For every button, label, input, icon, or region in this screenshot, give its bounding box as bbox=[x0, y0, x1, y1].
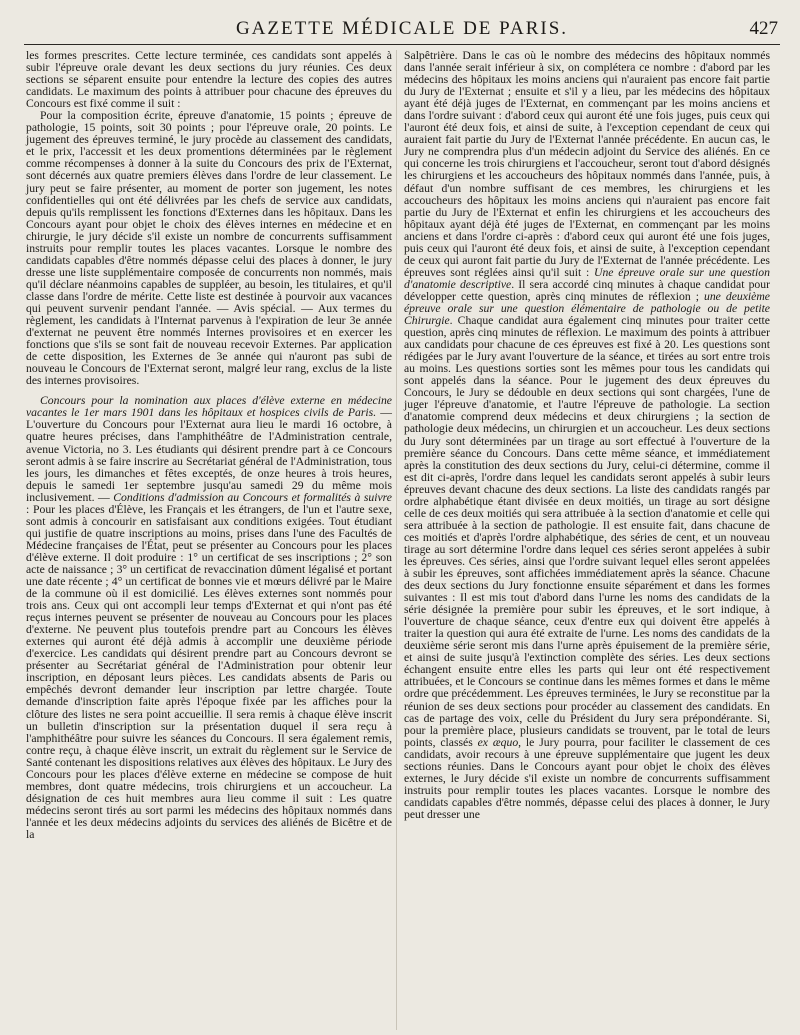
paragraph bbox=[404, 50, 770, 821]
italic-text: une deuxième épreuve orale sur une question élémentaire de pathologie ou de petite Chirurgie bbox=[404, 289, 770, 328]
left-column bbox=[26, 50, 392, 841]
paragraph-text: : Pour les places d'Élève, les Français et les étrangers, de l'un et l'autre sexe, sont admis à concourir en satisfaisant aux conditions exigées. Tout étudiant qui justifie de quatre inscriptions au moins, prises dans l'une des Facultés de Médecine françaises de l'État, peut se présenter au Concours pour les places d'élève externe. Il doit produire : 1° un certificat de ses inscriptions ; 2° son acte de naissance ; 3° un certificat de revaccination dûment légalisé et portant une date récente ; 4° un certificat de bonnes vie et mœurs délivré par le Maire de la commune où il est domicilié. Les élèves externes sont nommés pour trois ans. Ceux qui ont accompli leur temps d'Externat et qui n'ont pas été reçus internes peuvent se présenter de nouveau au Concours pour les places d'externe. Ne peuvent plus toutefois prendre part au Concours les élèves externes qui auront été déjà admis à accomplir une deuxième période d'exercice. Les candidats qui désirent prendre part au Concours devront se présenter au Secrétariat général de l'Administration pour obtenir leur inscription, en déposant leurs pièces. Les candidats absents de Paris ou empêchés devront demander leur inscription par lettre chargée. Toute demande d'inscription faite après l'époque fixée par les affiches pour la clôture des listes ne sera point accueillie. Il sera remis à chaque élève inscrit un bulletin d'inscription sur la présentation duquel il sera reçu à l'amphithéâtre pour suivre les séances du Concours. Il sera également remis, contre reçu, à chaque élève inscrit, un extrait du règlement sur le Service de Santé contenant les dispositions relatives aux élèves des hôpitaux. Le Jury des Concours pour les places d'élève externe en médecine se compose de huit membres, dont quatre médecins, trois chirurgiens et un accoucheur. La désignation de ces huit membres aura lieu comme il suit : Les quatre médecins seront tirés au sort parmi les médecins des hôpitaux nommés dans l'année et les deux médecins adjoints du services des aliénés de Bicêtre et de la bbox=[26, 502, 392, 841]
italic-text: Une épreuve orale sur une question d'anatomie descriptive bbox=[404, 265, 770, 291]
italic-subheading: Conditions d'admission au Concours et formalités à suivre bbox=[113, 490, 392, 504]
paragraph: les formes prescrites. Cette lecture terminée, ces candidats sont appelés à subir l'épreuve orale devant les deux sections du jury réunies. Ces deux sections se séparent ensuite pour entendre la lecture des copies des autres candidats. Le maximum des points à attribuer pour chacune des épreuves du Concours est fixé comme il suit : bbox=[26, 49, 392, 111]
paragraph-text: , le Jury pourra, pour faciliter le classement de ces candidats, avoir recours à une épreuve supplémentaire que jugent les deux sections réunies. Dans le Concours ayant pour objet le choix des élèves externes, le Jury décide s'il existe un nombre de concurrents suffisamment instruits pour remplir toutes les places vacantes. Lorsque le nombre des candidats capables d'être nommés, dépasse celui des places à donner, le Jury peut dresser une bbox=[404, 735, 771, 821]
paragraph-text: . Chaque candidat aura également cinq minutes pour traiter cette question, après cinq minutes de réflexion. Le maximum des points à attribuer aux candidats pour chacune de ces épreuves est fixé à 20. Les questions sont rédigées par le Jury avant l'ouverture de la séance, et tirées au sort entre trois au moins. Les questions sorties sont les mêmes pour tous les candidats qui sont appelés dans la séance. Pour le jugement des deux épreuves du Concours, le Jury se dédouble en deux sections qui sont chargées, l'une de juger l'épreuve d'anatomie, et l'autre l'épreuve de pathologie. La section d'anatomie comprend deux médecins et deux chirurgiens ; la section de pathologie deux médecins, un chirurgien et un accoucheur. Les deux sections du Jury sont déterminées par un tirage au sort effectué à l'ouverture de la première séance du Concours. Dans cette même séance, et immédiatement après la constitution des deux sections du Jury, celui-ci détermine, comme il est dit ci-après, l'ordre dans lequel les candidats seront appelés à subir leurs épreuves devant chacune des deux sections. La liste des candidats rangés par ordre alphabétique étant divisée en deux moitiés, un tirage au sort désigne celle de ces deux moitiés qui sera attribuée à la section d'anatomie et celle qui sera attribuée à la section de pathologie. Il est ensuite fait, dans chacune de ces moitiés et d'après l'ordre alphabétique, des séries de cent, et un nouveau tirage au sort détermine l'ordre dans lequel ces séries seront appelées à subir les épreuves. Ces séries, ainsi que l'ordre suivant lequel elles seront appelées à subir les épreuves, sont affichées immédiatement après la séance. Chacune des deux sections du Jury fonctionne ensuite séparément et dans les formes suivantes : Il est mis tout d'abord dans l'urne les noms des candidats de la série désignée la première pour subir les épreuves, et le sort indique, à l'ouverture de chaque séance, ceux d'entre eux qui doivent être appelés à traiter la question qui aura été extraite de l'urne. Les noms des candidats de la deuxième série seront mis dans l'urne après épuisement de la première série, et ainsi de suite jusqu'à l'extinction complète des séries. Les deux sections échangent ensuite entre elles les parts qui leur ont été respectivement attribuées, et le Concours se continue dans les mêmes formes et dans le même ordre que précédemment. Les épreuves terminées, le Jury se reconstitue par la réunion de ses deux sections pour procéder au classement des candidats. En cas de partage des voix, celle du Président du Jury sera prépondérante. Si, pour la première place, plusieurs candidats se trouvent, par le total de leurs points, classés bbox=[404, 314, 770, 749]
paragraph: Pour la composition écrite, épreuve d'anatomie, 15 points ; épreuve de pathologie, 15 points, soit 30 points ; pour l'épreuve orale, 20 points. Le jugement des épreuves terminé, le jury procède au classement des candidats, et le prix, l'accessit et les deux promentions déterminées par le règlement comme récompenses à donner à la suite du Concours des prix de l'Externat, sont décernés aux quatre premiers élèves dans l'ordre de leur classement. Le jury peut se faire présenter, au moment de porter son jugement, les notes confidentielles qui ont été délivrées par les chefs de service aux candidats, depuis qu'ils remplissent les fonctions d'Externes dans les hôpitaux. Dans les Concours ayant pour objet le choix des élèves internes en médecine et en chirurgie, le jury décide s'il existe un nombre de concurrents suffisamment instruits pour remplir toutes les places vacantes. Lorsque le nombre des candidats capables d'être nommés dépasse celui des places à donner, le jury dresse une liste supplémentaire composée de concurrents non nommés, mais qu'il déclare néanmoins capables de suppléer, au besoin, les titulaires, et qu'il classe dans l'ordre de mérite. Cette liste est destinée à pourvoir aux vacances qui peuvent survenir pendant l'année. — Avis spécial. — Aux termes du règlement, les candidats à l'Internat parvenus à l'expiration de leur 3e année d'externat ne peuvent être nommés Internes provisoires et en exercer les fonctions que s'ils se sont fait de nouveau recevoir Externes. Par application de cette disposition, les Externes de 3e année qui n'auront pas subi de nouveau le Concours de l'Externat seront, malgré leur rang, exclus de la liste des internes provisoires. bbox=[26, 109, 392, 388]
column-divider bbox=[396, 50, 397, 1030]
page-header bbox=[24, 14, 780, 42]
paragraph-text: — L'ouverture du Concours pour l'Externat aura lieu le mardi 16 octobre, à quatre heures précises, dans l'amphithéâtre de l'Administration centrale, avenue Victoria, no 3. Les étudiants qui désirent prendre part à ce Concours seront admis à se faire inscrire au Secrétariat général de l'Administration, tous les jours, les dimanches et fêtes exceptés, de onze heures à trois heures, depuis le samedi 1er septembre jusqu'au samedi 29 du même mois inclusivement. — bbox=[26, 406, 392, 504]
header-rule bbox=[24, 44, 780, 45]
italic-text: ex æquo bbox=[477, 735, 519, 749]
page-number: 427 bbox=[749, 18, 778, 39]
right-column bbox=[404, 50, 770, 821]
paragraph-concours-externat bbox=[26, 395, 392, 841]
paragraph-text: . Il sera accordé cinq minutes à chaque candidat pour développer cette question, après cinq minutes de réflexion ; bbox=[404, 277, 770, 303]
running-title: GAZETTE MÉDICALE DE PARIS. bbox=[235, 18, 569, 39]
paragraph-text: Salpêtrière. Dans le cas où le nombre des médecins des hôpitaux nommés dans l'année serait inférieur à six, on complétera ce nombre : d'abord par les médecins des hôpitaux les moins anciens qui n'auraient pas encore fait partie du Jury de l'Externat ; ensuite et s'il y a lieu, par les médecins des hôpitaux ayant été déjà juges de l'Externat, en commençant par les moins anciens et dans l'ordre suivant : d'abord ceux qui auront été une fois juges, puis ceux qui l'auront été deux fois, et ainsi de suite, à l'exception cependant de ceux qui auraient fait partie du Jury de l'Externat l'année précédente. En aucun cas, le Jury ne comprendra plus d'un médecin adjoint du Service des aliénés. En ce qui concerne les trois chirurgiens et l'accoucheur, seront tout d'abord désignés les chirurgiens et les accoucheurs des hôpitaux nommés dans l'année, puis, à défaut d'un nombre suffisant de ces membres, les chirurgiens et les accoucheurs des hôpitaux les moins anciens qui n'auraient pas encore fait partie du Jury de l'Externat et enfin les chirurgiens et les accoucheurs des hôpitaux ayant déjà été juges de l'Externat, en commençant par les moins anciens et dans l'ordre ci-après : d'abord ceux qui auront été une fois juges, puis ceux qui l'auront été deux fois, et ainsi de suite, à l'exception cependant de ceux qui auront fait partie du Jury de l'Externat de l'année précédente. Les épreuves sont réglées ainsi qu'il suit : bbox=[404, 49, 770, 279]
italic-heading: Concours pour la nomination aux places d'élève externe en médecine vacantes le 1er mars 1901 dans les hôpitaux et hospices civils de Paris. bbox=[26, 394, 392, 420]
